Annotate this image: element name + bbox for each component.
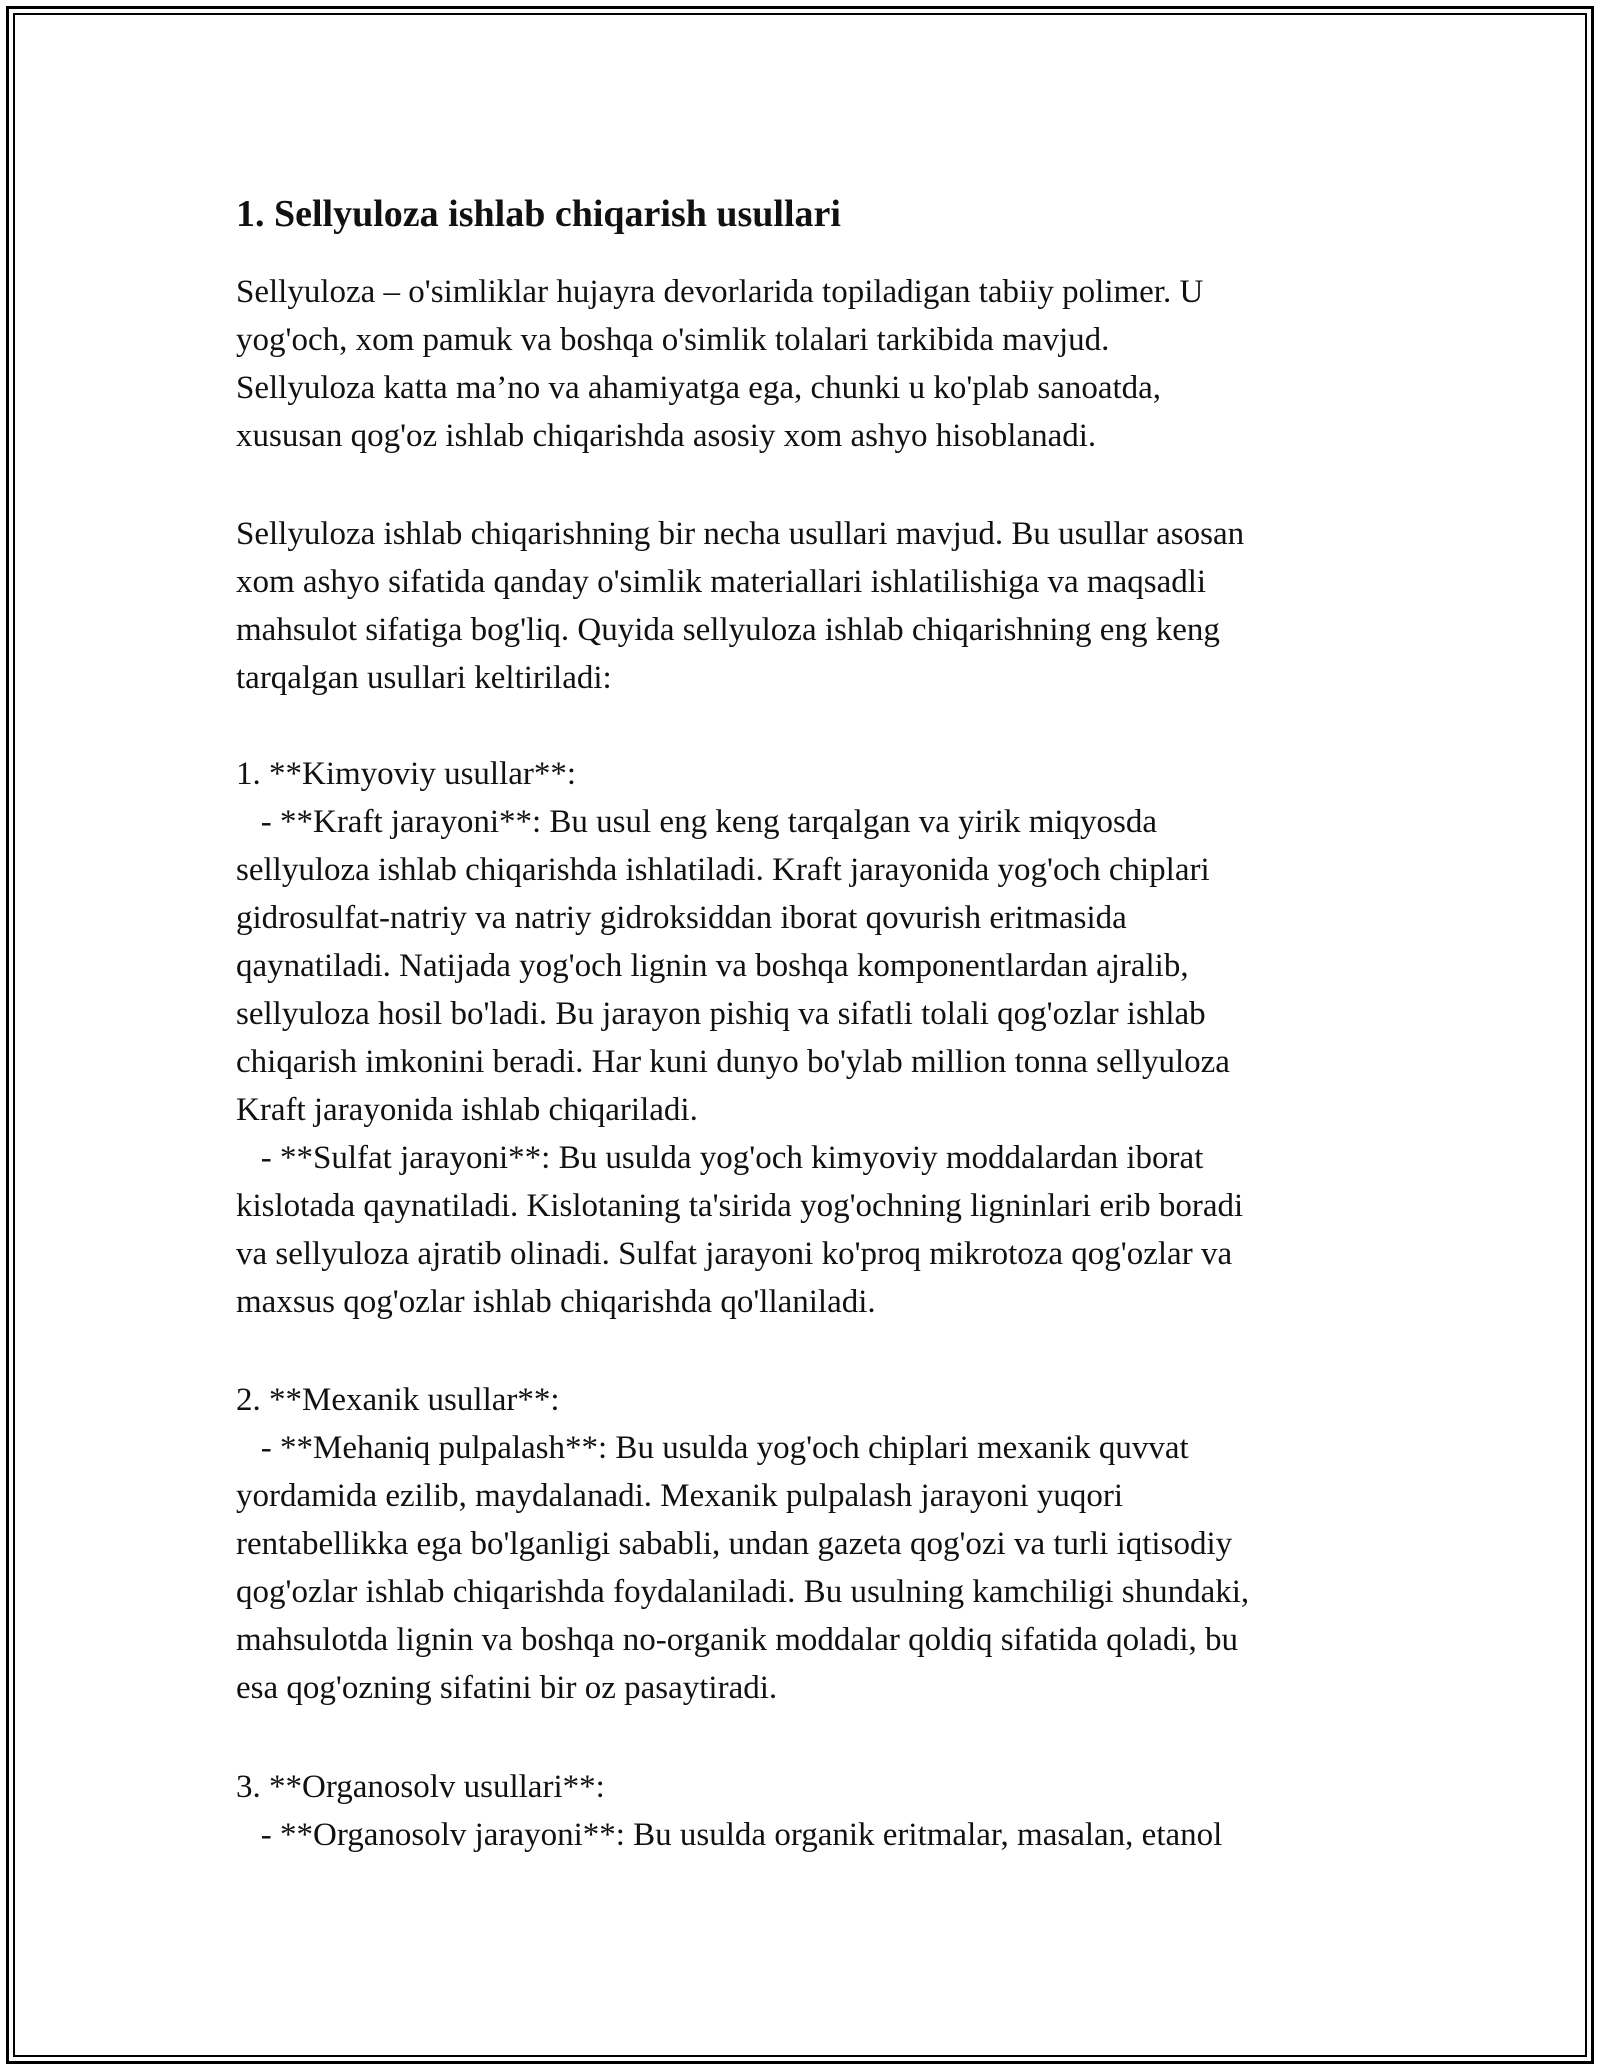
paragraph-line: tarqalgan usullari keltiriladi: [236,660,612,696]
list-item-line: esa qog'ozning sifatini bir oz pasaytiradi. [236,1670,778,1706]
list-item-line: rentabellikka ega bo'lganligi sababli, undan gazeta qog'ozi va turli iqtisodiy [236,1526,1233,1562]
list-item-line: sellyuloza ishlab chiqarishda ishlatiladi. Kraft jarayonida yog'och chiplari [236,852,1210,888]
list-item-line: va sellyuloza ajratib olinadi. Sulfat jarayoni ko'proq mikrotoza qog'ozlar va [236,1236,1233,1272]
paragraph-line: Sellyuloza ishlab chiqarishning bir necha usullari mavjud. Bu usullar asosan [236,516,1245,552]
list-item-line: - **Kraft jarayoni**: Bu usul eng keng tarqalgan va yirik miqyosda [236,804,1158,840]
paragraph-line: yog'och, xom pamuk va boshqa o'simlik tolalari tarkibida mavjud. [236,322,1110,358]
paragraph-line: xususan qog'oz ishlab chiqarishda asosiy xom ashyo hisoblanadi. [236,418,1097,454]
list-item-line: kislotada qaynatiladi. Kislotaning ta'sirida yog'ochning ligninlari erib boradi [236,1188,1244,1224]
paragraph-line: Sellyuloza – o'simliklar hujayra devorlarida topiladigan tabiiy polimer. U [236,274,1204,310]
paragraph-line: xom ashyo sifatida qanday o'simlik materiallari ishlatilishiga va maqsadli [236,564,1207,600]
list-item-line: - **Sulfat jarayoni**: Bu usulda yog'och kimyoviy moddalardan iborat [236,1140,1204,1176]
paragraph-line: mahsulot sifatiga bog'liq. Quyida sellyuloza ishlab chiqarishning eng keng [236,612,1220,648]
list-item-line: mahsulotda lignin va boshqa no-organik moddalar qoldiq sifatida qoladi, bu [236,1622,1239,1658]
list-item-line: gidrosulfat-natriy va natriy gidroksiddan iborat qovurish eritmasida [236,900,1127,936]
document-title: 1. Sellyuloza ishlab chiqarish usullari [236,193,841,235]
list-item-line: chiqarish imkonini beradi. Har kuni dunyo bo'ylab million tonna sellyuloza [236,1044,1230,1080]
list-item-line: - **Mehaniq pulpalash**: Bu usulda yog'och chiplari mexanik quvvat [236,1430,1189,1466]
list-item-line: Kraft jarayonida ishlab chiqariladi. [236,1092,698,1128]
list-item-line: qog'ozlar ishlab chiqarishda foydalaniladi. Bu usulning kamchiligi shundaki, [236,1574,1250,1610]
list-item-line: maxsus qog'ozlar ishlab chiqarishda qo'llaniladi. [236,1284,876,1320]
list-item-line: - **Organosolv jarayoni**: Bu usulda organik eritmalar, masalan, etanol [236,1817,1223,1853]
list-heading: 2. **Mexanik usullar**: [236,1382,560,1418]
list-item-line: qaynatiladi. Natijada yog'och lignin va boshqa komponentlardan ajralib, [236,948,1189,984]
paragraph-line: Sellyuloza katta ma’no va ahamiyatga ega, chunki u ko'plab sanoatda, [236,370,1162,406]
list-item-line: sellyuloza hosil bo'ladi. Bu jarayon pishiq va sifatli tolali qog'ozlar ishlab [236,996,1206,1032]
list-heading: 3. **Organosolv usullari**: [236,1769,605,1805]
list-heading: 1. **Kimyoviy usullar**: [236,756,577,792]
list-item-line: yordamida ezilib, maydalanadi. Mexanik pulpalash jarayoni yuqori [236,1478,1124,1514]
